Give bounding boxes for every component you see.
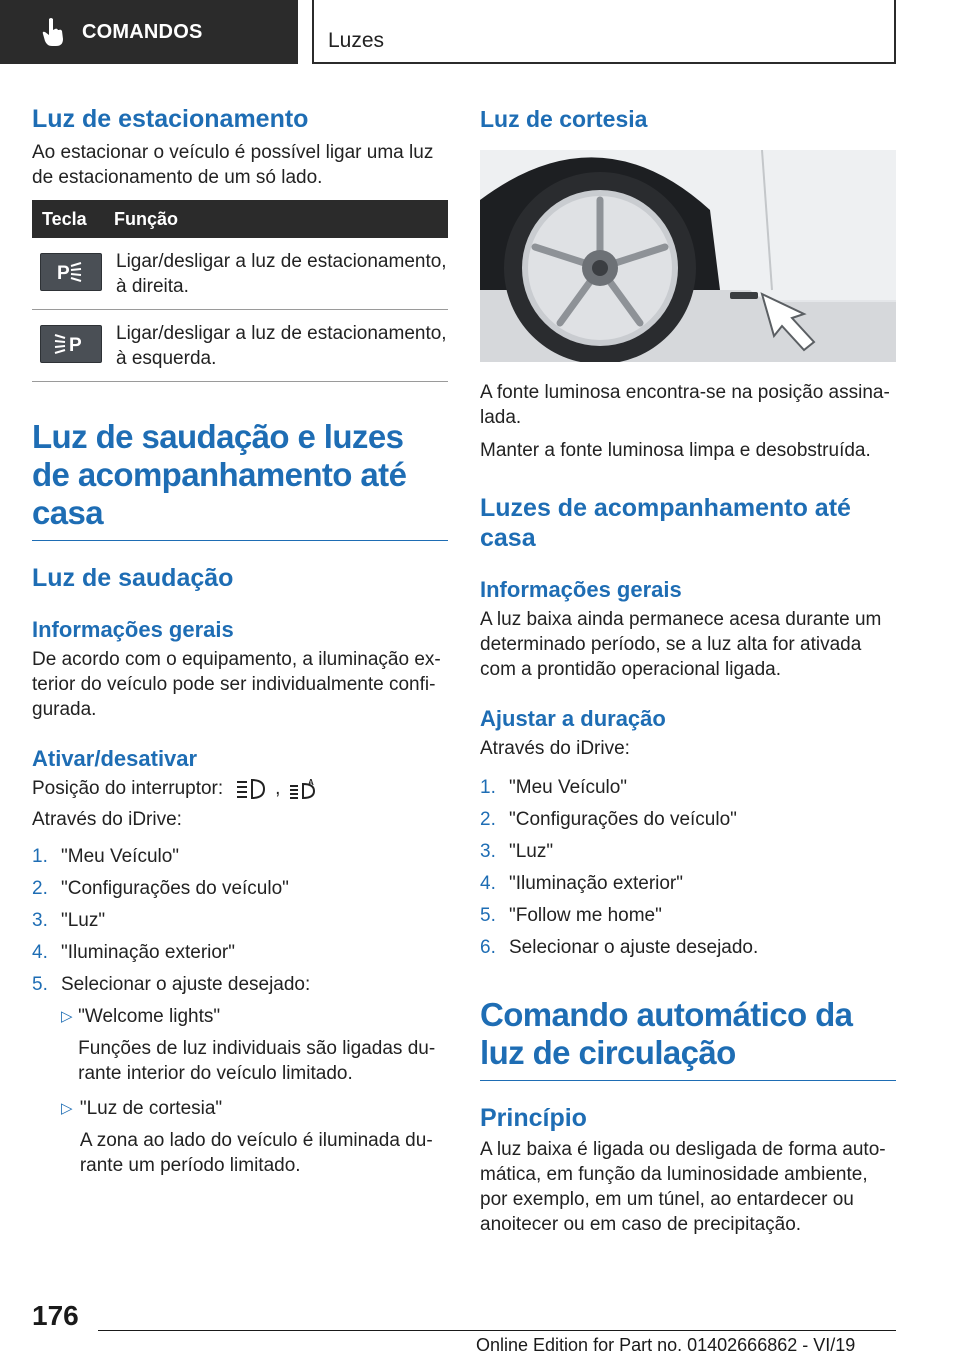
parking-light-right-icon: [40, 253, 102, 291]
low-beam-icon: [233, 777, 269, 801]
list-item: 4. "Iluminação exterior": [480, 873, 684, 894]
table-header: [32, 200, 448, 238]
table-row: [32, 310, 448, 382]
list-item: ▷ "Welcome lights" Funções de luz individuais são ligadas durante interior do veículo limitado.: [61, 1006, 436, 1084]
svg-text:P: P: [69, 335, 82, 356]
svg-text:A: A: [308, 777, 315, 787]
switch-separator: ,: [275, 778, 281, 799]
chapter-tab: [0, 0, 298, 64]
welcome-light-heading: Luz de saudação: [32, 564, 234, 592]
list-item: 1. "Meu Veículo": [480, 777, 628, 798]
table-cell-function: Ligar/desligar a luz de estacionamento, à esquerda.: [116, 323, 447, 369]
general-info-text: De acordo com o equipamento, a iluminação exterior do veículo pode ser individualmente configurada.: [32, 649, 441, 720]
follow-home-heading: Luzes de acompanhamento até casa: [480, 494, 851, 552]
duration-heading: Ajustar a duração: [480, 706, 666, 731]
switch-position-text: Posição do interruptor:: [32, 778, 224, 799]
svg-text:P: P: [57, 263, 70, 284]
general-info-text: A luz baixa ainda permanece acesa durante um determinado período, se a luz alta for ativada com a prontidão operacional ligada.: [480, 609, 882, 680]
list-item: 5. "Follow me home": [480, 905, 662, 926]
left-column: [32, 100, 448, 1188]
idrive-text: Através do iDrive:: [480, 738, 630, 759]
list-item: 3. "Luz": [32, 910, 106, 931]
triangle-bullet-icon: ▷: [61, 1008, 73, 1025]
principle-heading: Princípio: [480, 1104, 587, 1132]
list-item: 2. "Configurações do veículo": [480, 809, 737, 830]
list-item: 3. "Luz": [480, 841, 554, 862]
list-item: 5. Selecionar o ajuste desejado:: [32, 974, 311, 995]
toggle-heading: Ativar/desativar: [32, 746, 198, 771]
list-item: 4. "Iluminação exterior": [32, 942, 236, 963]
auto-light-icon: [286, 777, 322, 801]
heading-rule: [480, 1080, 896, 1081]
idrive-text: Através do iDrive:: [32, 809, 182, 830]
courtesy-light-text: A fonte luminosa encontra-se na posição assinalada.: [480, 382, 890, 428]
col-key-header: Tecla: [42, 208, 87, 229]
hand-pointer-icon: [42, 17, 64, 47]
edition-text: Online Edition for Part no. 01402666862 - VI/19: [476, 1335, 856, 1355]
courtesy-light-note: Manter a fonte luminosa limpa e desobstruída.: [480, 440, 871, 461]
right-column: [480, 100, 896, 1237]
courtesy-light-heading: Luz de cortesia: [480, 106, 648, 132]
parking-light-heading: Luz de estacionamento: [32, 105, 309, 133]
section-header: [312, 0, 896, 64]
list-item: 1. "Meu Veículo": [32, 846, 180, 867]
table-row: [32, 238, 448, 310]
parking-light-intro: Ao estacionar o veículo é possível ligar uma luz de estacionamento de um só lado.: [32, 142, 434, 188]
general-info-heading: Informações gerais: [480, 577, 682, 602]
list-item: 6. Selecionar o ajuste desejado.: [480, 937, 759, 958]
welcome-main-heading: Luz de saudação e luzes de acompanhamento até casa: [32, 418, 407, 531]
chapter-label: COMANDOS: [82, 20, 203, 43]
list-item: 2. "Configurações do veículo": [32, 878, 289, 899]
section-label: Luzes: [328, 29, 385, 52]
list-item: ▷ "Luz de cortesia" A zona ao lado do veículo é iluminada durante um período limitado.: [61, 1098, 433, 1176]
courtesy-light-photo: [480, 150, 896, 362]
heading-rule: [32, 540, 448, 541]
switch-position-line: [32, 776, 448, 801]
steps-list: [32, 844, 448, 997]
auto-light-heading: Comando automático da luz de circulação: [480, 996, 853, 1071]
triangle-bullet-icon: ▷: [61, 1100, 73, 1117]
parking-light-left-icon: [40, 325, 102, 363]
col-function-header: Função: [114, 208, 179, 229]
table-cell-function: Ligar/desligar a luz de estacionamento, à direita.: [116, 251, 447, 297]
parking-light-table: [32, 200, 448, 382]
page-number: 176: [32, 1300, 79, 1331]
footer-rule: [98, 1330, 896, 1331]
options-list: [61, 1004, 448, 1178]
steps-list: [480, 775, 896, 960]
principle-text: A luz baixa é ligada ou desligada de forma automática, em função da luminosidade ambiente, por exemplo, em um túnel, ao entardecer ou anoitecer ou em caso de precipitação.: [480, 1139, 886, 1235]
general-info-heading: Informações gerais: [32, 617, 234, 642]
